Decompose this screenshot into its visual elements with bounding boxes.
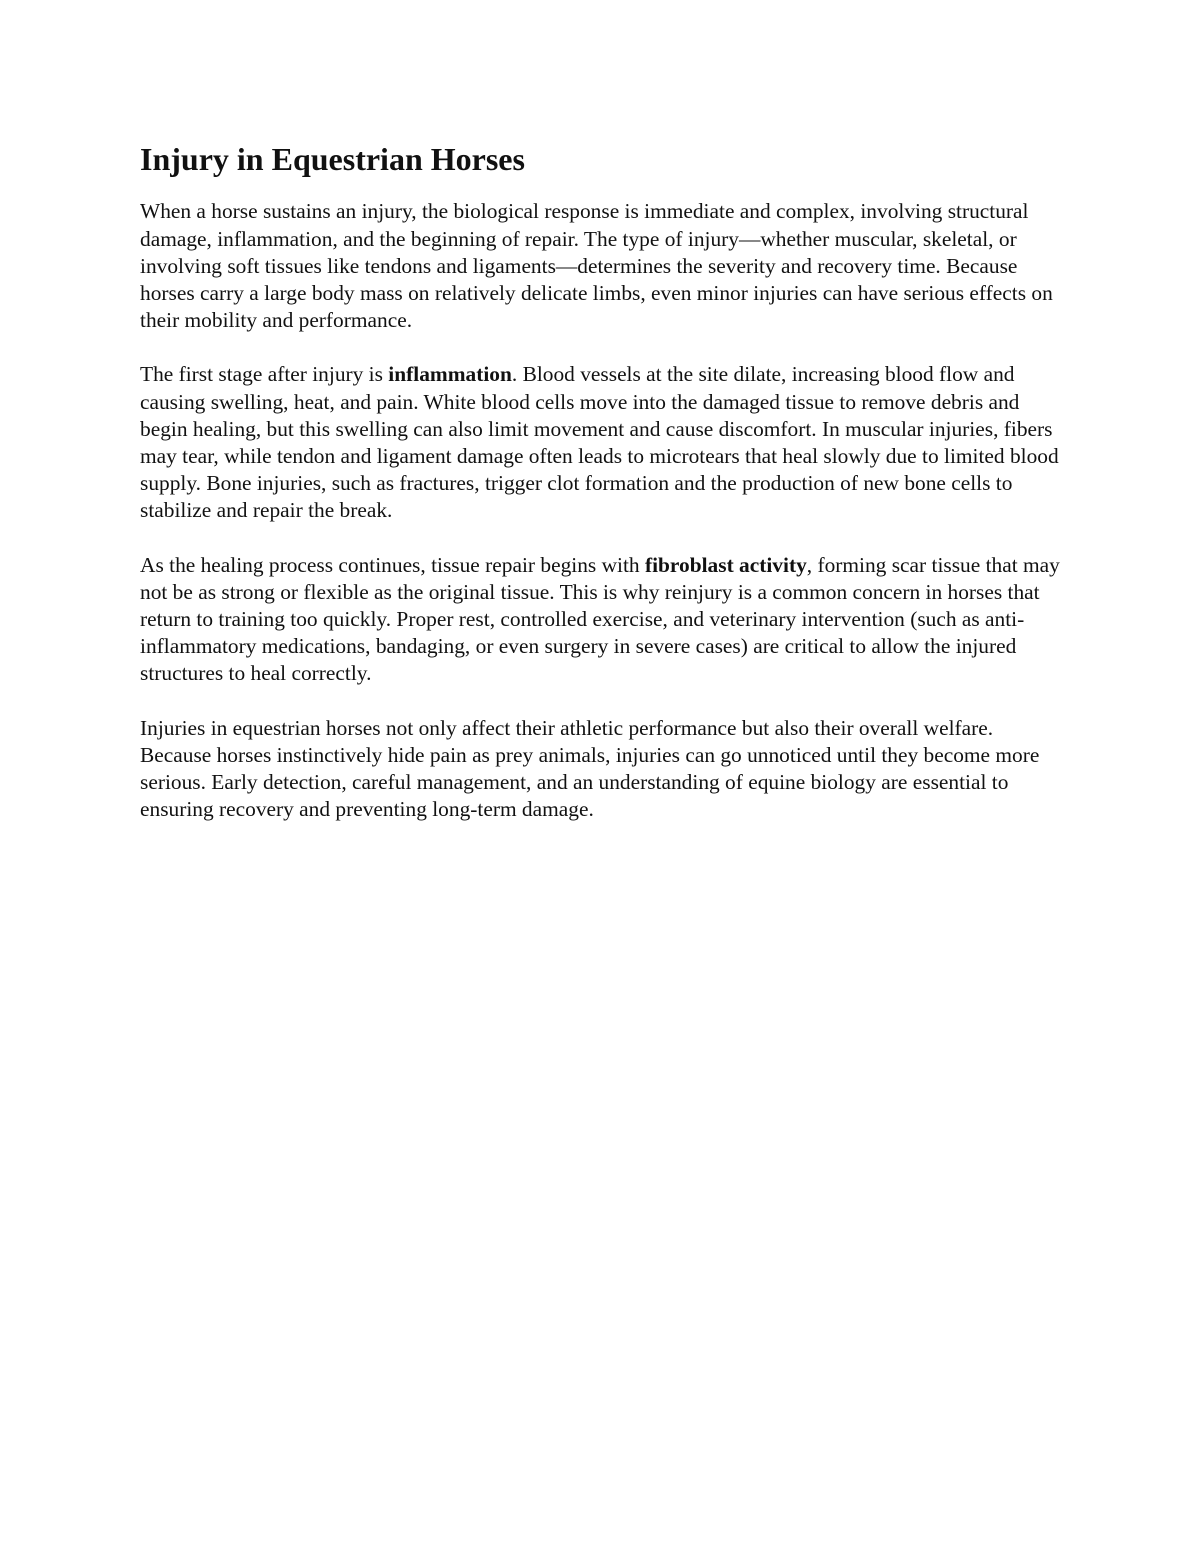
paragraph-2 bbox=[140, 361, 1060, 524]
document-title: Injury in Equestrian Horses bbox=[140, 141, 525, 177]
paragraph-2-end: . Blood vessels at the site dilate, increasing blood flow and causing swelling, heat, and pain. White blood cells move into the damaged tissue to remove debris and begin healing, but this swelling can also limit movement and cause discomfort. In muscular injuries, fibers may tear, while tendon and ligament damage often leads to microtears that heal slowly due to limited blood supply. Bone injuries, such as fractures, trigger clot formation and the production of new bone cells to stabilize and repair the break. bbox=[140, 362, 1059, 523]
document-page bbox=[140, 140, 1060, 850]
paragraph-3-bold-term: fibroblast activity bbox=[644, 552, 807, 577]
paragraph-2-start: The first stage after injury is bbox=[140, 362, 389, 387]
paragraph-4: Injuries in equestrian horses not only affect their athletic performance but also their overall welfare. Because horses instinctively hide pain as prey animals, injuries can go unnoticed until they become more serious. Early detection, careful management, and an understanding of equine biology are essential to ensuring recovery and preventing long-term damage. bbox=[140, 715, 1040, 822]
paragraph-3-start: As the healing process continues, tissue repair begins with bbox=[140, 552, 645, 577]
paragraph-2-bold-term: inflammation bbox=[388, 362, 512, 387]
paragraph-1: When a horse sustains an injury, the biological response is immediate and complex, involving structural damage, inflammation, and the beginning of repair. The type of injury—whether muscular, skeletal, or involving soft tissues like tendons and ligaments—determines the severity and recovery time. Because horses carry a large body mass on relatively delicate limbs, even minor injuries can have serious effects on their mobility and performance. bbox=[140, 199, 1053, 333]
paragraph-3-end: , forming scar tissue that may not be as strong or flexible as the original tissue. This is why reinjury is a common concern in horses that return to training too quickly. Proper rest, controlled exercise, and veterinary intervention (such as anti-inflammatory medications, bandaging, or even surgery in severe cases) are critical to allow the injured structures to heal correctly. bbox=[140, 552, 1060, 686]
paragraph-3 bbox=[140, 552, 1060, 688]
